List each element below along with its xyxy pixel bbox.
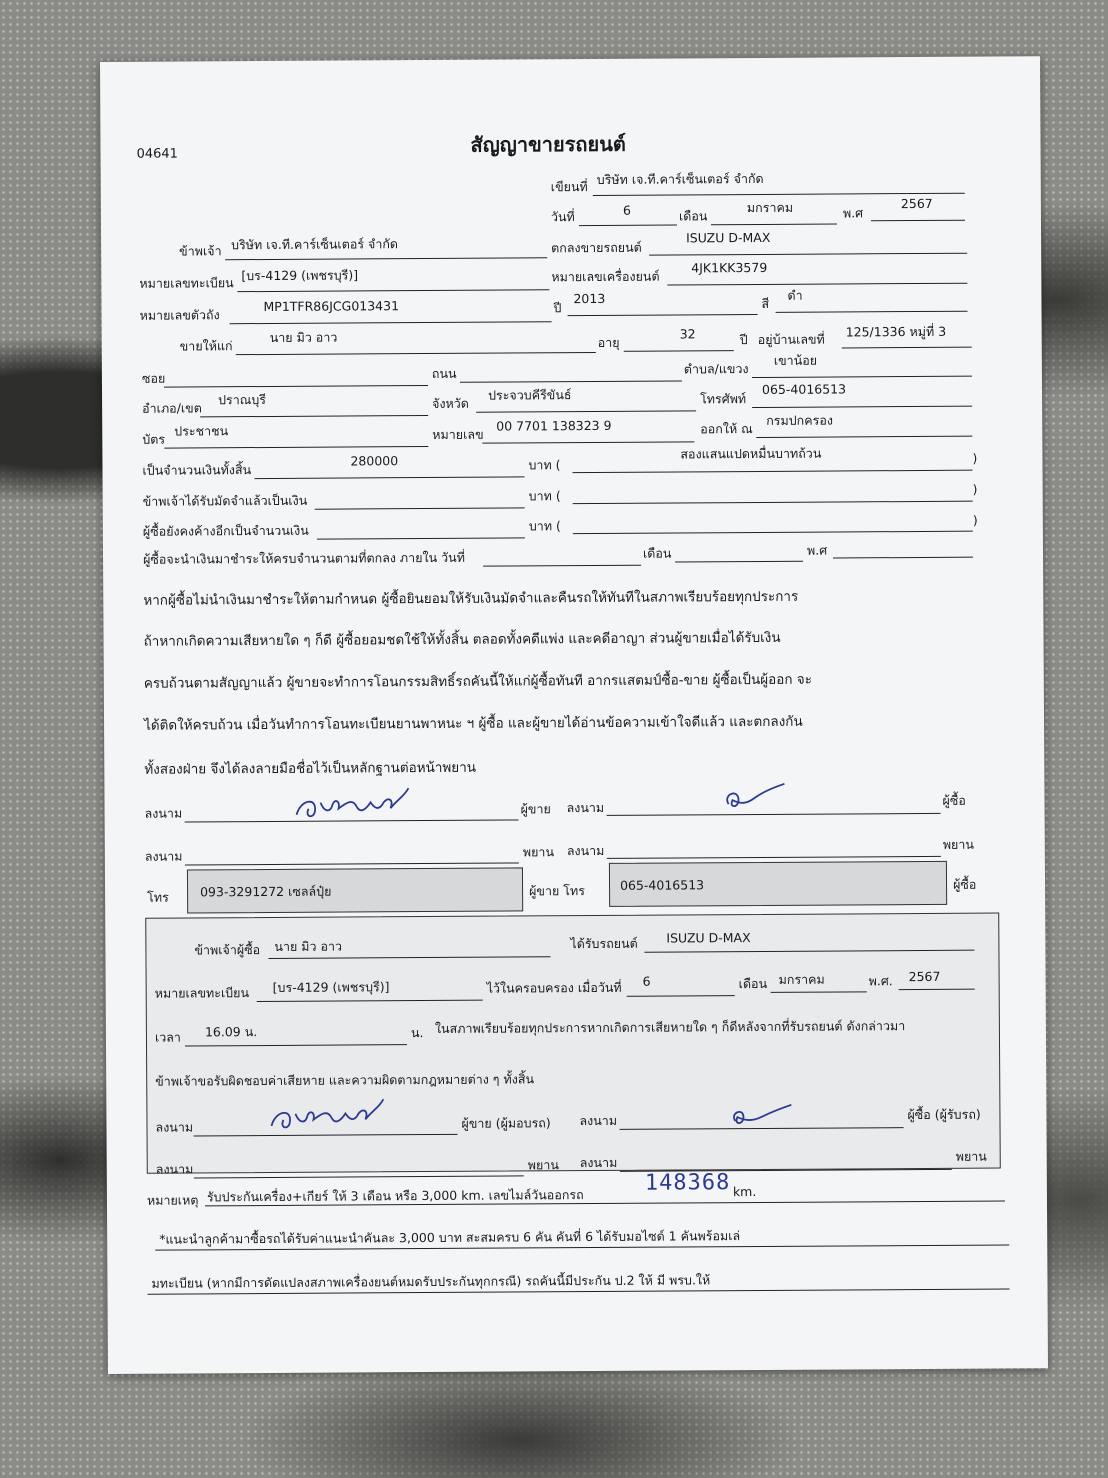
chassis-value: MP1TFR86JCG013431 [263,298,400,315]
buyer-name: นาย มิว อาว [269,329,338,345]
seller-signature [290,778,420,823]
date-year: 2567 [900,195,933,212]
model-year-label: ปี [553,300,562,316]
receipt-sign-label-buyer: ลงนาม [579,1112,618,1129]
sign-label-buyer: ลงนาม [566,799,605,816]
receipt-buyer-label: ข้าพเจ้าผู้ซื้อ [194,942,261,958]
remain-label: ผู้ซื้อยังคงค้างอีกเป็นจำนวนเงิน [142,522,309,539]
sign-label-seller: ลงนาม [144,805,183,821]
soi-label: ซอย [141,370,166,386]
paragraph-line-3: ครบถ้วนตามสัญญาแล้ว ผู้ขายจะทำการโอนกรรมสิทธิ์รถคันนี้ให้แก่ผู้ซื้อทันที อากรแสตมป์ซื้อ-ขาย ผู้ซื้อเป็นผู้ออก จะ [143,671,812,692]
vehicle-receipt-section [145,913,1001,1177]
deposit-label: ข้าพเจ้าได้รับมัดจำแล้วเป็นเงิน [142,492,308,509]
sign-label-witness-1: ลงนาม [144,848,183,864]
seller-phone-role-label: ผู้ขาย โทร [529,883,585,899]
reg-label: หมายเลขทะเบียน [139,275,234,291]
due-month-label: เดือน [642,545,672,561]
seller-phone-label: โทร [147,889,169,905]
receipt-year: 2567 [908,968,941,985]
notes-line-2: *แนะนำลูกค้ามาซื้อรถได้รับค่าแนะนำคันละ 3,000 บาท สะสมครบ 6 คัน คันที่ 6 ได้รับมอไซด์ 1 คันพร้อมเล่ [159,1228,741,1247]
color-label: สี [761,295,770,311]
written-at-value: บริษัท เจ.ที.คาร์เซ็นเตอร์ จำกัด [596,170,764,187]
date-day: 6 [622,202,631,218]
contract-paper [100,56,1048,1374]
chassis-label: หมายเลขตัวถัง [139,307,220,323]
house-label: อยู่บ้านเลขที่ [757,331,825,347]
receipt-buyer-signature [723,1101,803,1131]
received-car-value: ISUZU D-MAX [666,930,751,946]
buyer-phone-value: 065-4016513 [619,877,705,893]
province-value: ประจวบคีรีขันธ์ [487,387,572,403]
receipt-month-label: เดือน [738,975,768,992]
remain-close: ) [972,512,978,528]
condition-text: ในสภาพเรียบร้อยทุกประการหากเกิดการเสียหายใด ๆ ก็ดีหลังจากที่รับรถยนต์ ดังกล่าวมา [434,1018,906,1036]
reg-value: [บร-4129 (เพชรบุรี)] [241,267,359,284]
buyer-role-label: ผู้ซื้อ [942,792,966,808]
total-label: เป็นจำนวนเงินทั้งสิ้น [142,462,252,478]
house-value: 125/1336 หมู่ที่ 3 [845,323,947,340]
mileage-unit: km. [732,1184,757,1200]
deposit-baht: บาท ( [528,488,561,504]
witness-2-label: พยาน [942,836,974,852]
total-baht: บาท ( [528,457,561,473]
phone-label: โทรศัพท์ [700,391,747,407]
total-close: ) [972,450,978,466]
notes-label: หมายเหตุ [146,1192,199,1208]
color-value: ดำ [787,287,803,303]
receipt-year-label: พ.ศ. [868,973,893,989]
due-label: ผู้ซื้อจะนำเงินมาชำระให้ครบจำนวนตามที่ตกลง ภายใน วันที่ [142,549,465,567]
engine-value: 4JK1KK3579 [691,259,768,276]
remain-baht: บาท ( [528,518,561,534]
age-value: 32 [679,326,696,342]
phone-value: 065-4016513 [761,381,847,397]
seller-phone-value: 093-3291272 เซลล์ปุ๋ย [200,883,332,900]
seller-name: บริษัท เจ.ที.คาร์เซ็นเตอร์ จำกัด [231,236,399,253]
notes-line-3: มทะเบียน (หากมีการดัดแปลงสภาพเครื่องยนต์หมดรับประกันทุกกรณี) รถคันนี้มีประกัน ป.2 ให้ มี พรบ.ให้ [151,1272,711,1291]
seller-deliver-label: ผู้ขาย (ผู้มอบรถ) [461,1115,551,1131]
total-words: สองแสนแปดหมื่นบาทถ้วน [680,445,822,462]
id-label: หมายเลข [432,426,484,442]
issued-value: กรมปกครอง [766,412,833,428]
document-number: 04641 [136,146,178,162]
issued-label: ออกให้ ณ [700,421,753,437]
buyer-signature [716,780,796,816]
agree-sell-label: ตกลงขายรถยนต์ [551,239,642,256]
seller-role-label: ผู้ขาย [520,801,551,817]
notes-line-1: รับประกันเครื่อง+เกียร์ ให้ 3 เดือน หรือ 3,000 km. เลขไมล์วันออกรถ [206,1187,584,1205]
card-label: บัตร [142,431,166,447]
date-label: วันที่ [550,209,575,225]
time-unit: น. [410,1025,424,1041]
deposit-close: ) [972,481,978,497]
paragraph-line-2: ถ้าหากเกิดความเสียหายใด ๆ ก็ดี ผู้ซื้อยอมชดใช้ให้ทั้งสิ้น ตลอดทั้งคดีแพ่ง และคดีอาญา ส่วนผู้ขายเมื่อได้รับเงิน [143,629,781,650]
road-label: ถนน [431,365,457,381]
subdistrict-value: เขาน้อย [773,352,818,368]
mileage-value: 148368 [644,1170,731,1196]
receipt-reg-label: หมายเลขทะเบียน [154,985,250,1001]
receipt-sign-label-witness-2: ลงนาม [579,1154,618,1171]
subdistrict-label: ตำบล/แขวง [683,361,749,377]
possess-label: ไว้ในครอบครอง เมื่อวันที่ [486,979,622,996]
seller-phone-box [187,867,523,913]
month-label: เดือน [678,208,708,224]
total-value: 280000 [350,453,399,469]
receipt-buyer-name: นาย มิว อาว [274,938,343,954]
district-value: ปราณบุรี [218,391,267,408]
buyer-receive-label: ผู้ซื้อ (ผู้รับรถ) [907,1106,981,1123]
written-at-label: เขียนที่ [550,179,588,195]
sell-to-label: ขายให้แก่ [179,338,233,354]
due-year-label: พ.ศ [806,542,828,558]
engine-label: หมายเลขเครื่องยนต์ [551,268,660,285]
receipt-sign-label-seller: ลงนาม [155,1119,194,1135]
receipt-month: มกราคม [778,971,825,987]
receipt-reg-value: [บร-4129 (เพชรบุรี)] [272,979,390,995]
paragraph-line-1: หากผู้ซื้อไม่นำเงินมาชำระให้ตามกำหนด ผู้ซื้อยินยอมให้รับเงินมัดจำและคืนรถให้ทันทีในสภาพเรียบร้อยทุกประการ [143,588,799,609]
receipt-witness-2-label: พยาน [955,1148,987,1164]
receipt-sign-label-witness-1: ลงนาม [155,1161,194,1177]
buyer-phone-role-label: ผู้ซื้อ [952,876,977,892]
age-label: อายุ [597,334,620,350]
witness-1-label: พยาน [522,844,555,860]
receipt-witness-1-label: พยาน [527,1157,559,1173]
liability-text: ข้าพเจ้าขอรับผิดชอบค่าเสียหาย และความผิดตามกฎหมายต่าง ๆ ทั้งสิ้น [155,1071,535,1089]
time-value: 16.09 น. [204,1024,258,1040]
paragraph-line-4: ได้ติดให้ครบถ้วน เมื่อวันทำการโอนทะเบียนยานพาหนะ ฯ ผู้ซื้อ และผู้ขายได้อ่านข้อความเข้าใจดีแล้ว และตกลงกัน [144,713,803,734]
seller-label: ข้าพเจ้า [179,243,222,259]
card-value: ประชาชน [174,423,229,439]
receipt-seller-signature [265,1089,395,1134]
car-model: ISUZU D-MAX [686,229,771,246]
province-label: จังหวัด [432,395,469,411]
paragraph-line-5: ทั้งสองฝ่าย จึงได้ลงลายมือชื่อไว้เป็นหลักฐานต่อหน้าพยาน [144,759,477,778]
age-unit: ปี [739,332,748,348]
receipt-day: 6 [642,973,651,989]
time-label: เวลา [154,1029,181,1045]
document-title: สัญญาขายรถยนต์ [470,131,626,157]
model-year-value: 2013 [573,290,606,307]
id-value: 00 7701 138323 9 [496,417,612,434]
buyer-phone-box [609,861,947,907]
district-label: อำเภอ/เขต [142,400,202,416]
date-month: มกราคม [746,199,794,216]
sign-label-witness-2: ลงนาม [566,842,605,859]
received-car-label: ได้รับรถยนต์ [570,935,638,952]
year-label: พ.ศ [842,205,864,221]
